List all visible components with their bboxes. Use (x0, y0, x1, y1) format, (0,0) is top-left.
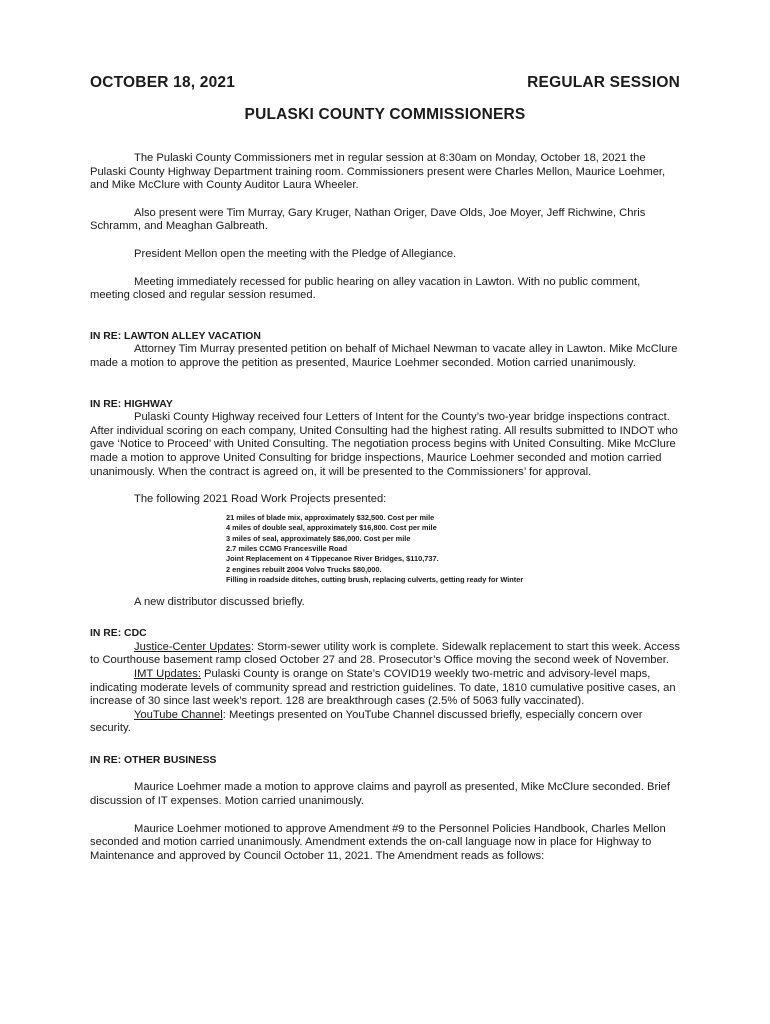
justice-center-paragraph (90, 641, 680, 668)
imt-label: IMT Updates: (134, 667, 201, 680)
highway-heading: IN RE: HIGHWAY (90, 398, 173, 410)
minutes-page (90, 74, 680, 863)
project-item: 2.7 miles CCMG Francesville Road (226, 543, 348, 553)
projects-intro: The following 2021 Road Work Projects presented: (134, 493, 387, 506)
intro-paragraph-3: President Mellon open the meeting with the Pledge of Allegiance. (134, 247, 457, 260)
project-item: Joint Replacement on 4 Tippecanoe River Bridges, $110,737. (226, 554, 439, 564)
project-item: 2 engines rebuilt 2004 Volvo Trucks $80,000. (226, 564, 382, 574)
justice-center-text: : Storm-sewer utility work is complete. Sidewalk replacement to start this week. Access to Courthouse basement ramp closed October 27 and 28. Prosecutor’s Office moving the second week of November. (90, 640, 680, 667)
cdc-heading: IN RE: CDC (90, 628, 147, 640)
highway-paragraph: Pulaski County Highway received four Letters of Intent for the County’s two-year bridge inspections contract. After individual scoring on each company, United Consulting had the highest rating. All results submitted to INDOT who gave ‘Notice to Proceed’ with United Consulting. The negotiation process begins with United Consulting. Mike McClure made a motion to approve United Consulting for bridge inspections, Maurice Loehmer seconded and motion carried unanimously. When the contract is agreed on, it will be presented to the Commissioners’ for approval. (90, 411, 678, 478)
project-item: 21 miles of blade mix, approximately $32,500. Cost per mile (226, 512, 435, 522)
intro-paragraph-1: The Pulaski County Commissioners met in regular session at 8:30am on Monday, October 18, 2021 the Pulaski County Highway Department training room. Commissioners present were Charles Mellon, Maurice Loehmer, and Mike McClure with County Auditor Laura Wheeler. (90, 152, 666, 192)
imt-paragraph (90, 668, 680, 709)
claims-paragraph: Maurice Loehmer made a motion to approve claims and payroll as presented, Mike McClure seconded. Brief discussion of IT expenses. Motion carried unanimously. (90, 781, 671, 808)
youtube-paragraph (90, 709, 680, 736)
lawton-paragraph: Attorney Tim Murray presented petition on behalf of Michael Newman to vacate alley in Lawton. Mike McClure made a motion to approve the petition as presented, Maurice Loehmer seconded. Motion carried unanimously. (90, 343, 678, 369)
header-row (90, 74, 680, 92)
other-business-heading: IN RE: OTHER BUSINESS (90, 754, 217, 766)
justice-center-label: Justice-Center Updates (134, 640, 251, 653)
page-title: PULASKI COUNTY COMMISSIONERS (244, 106, 526, 123)
lawton-heading: IN RE: LAWTON ALLEY VACATION (90, 330, 261, 342)
road-work-projects-list (226, 513, 680, 586)
project-item: 4 miles of double seal, approximately $16,800. Cost per mile (226, 523, 437, 533)
youtube-text: : Meetings presented on YouTube Channel discussed briefly, especially concern over security. (90, 708, 643, 735)
meeting-date: OCTOBER 18, 2021 (90, 74, 236, 91)
youtube-label: YouTube Channel (134, 708, 223, 721)
imt-text: Pulaski County is orange on State’s COVID19 weekly two-metric and advisory-level maps, indicating moderate levels of community spread and restriction guidelines. To date, 1810 cumulative positive cases, an increase of 30 since last week’s report. 128 are breakthrough cases (2.5% of 5063 fully vaccinated). (90, 667, 676, 708)
distributor-note: A new distributor discussed briefly. (134, 595, 305, 608)
intro-paragraph-4: Meeting immediately recessed for public hearing on alley vacation in Lawton. With no public comment, meeting closed and regular session resumed. (90, 275, 641, 302)
project-item: 3 miles of seal, approximately $86,000. Cost per mile (226, 533, 411, 543)
intro-paragraph-2: Also present were Tim Murray, Gary Kruger, Nathan Origer, Dave Olds, Joe Moyer, Jeff Richwine, Chris Schramm, and Meaghan Galbreath. (90, 206, 646, 233)
amendment-paragraph: Maurice Loehmer motioned to approve Amendment #9 to the Personnel Policies Handbook, Charles Mellon seconded and motion carried unanimously. Amendment extends the on-call language now in place for Highway to Maintenance and approved by Council October 11, 2021. The Amendment reads as follows: (90, 822, 666, 862)
project-item: Filling in roadside ditches, cutting brush, replacing culverts, getting ready for Winter (226, 575, 524, 585)
session-type: REGULAR SESSION (527, 74, 680, 91)
